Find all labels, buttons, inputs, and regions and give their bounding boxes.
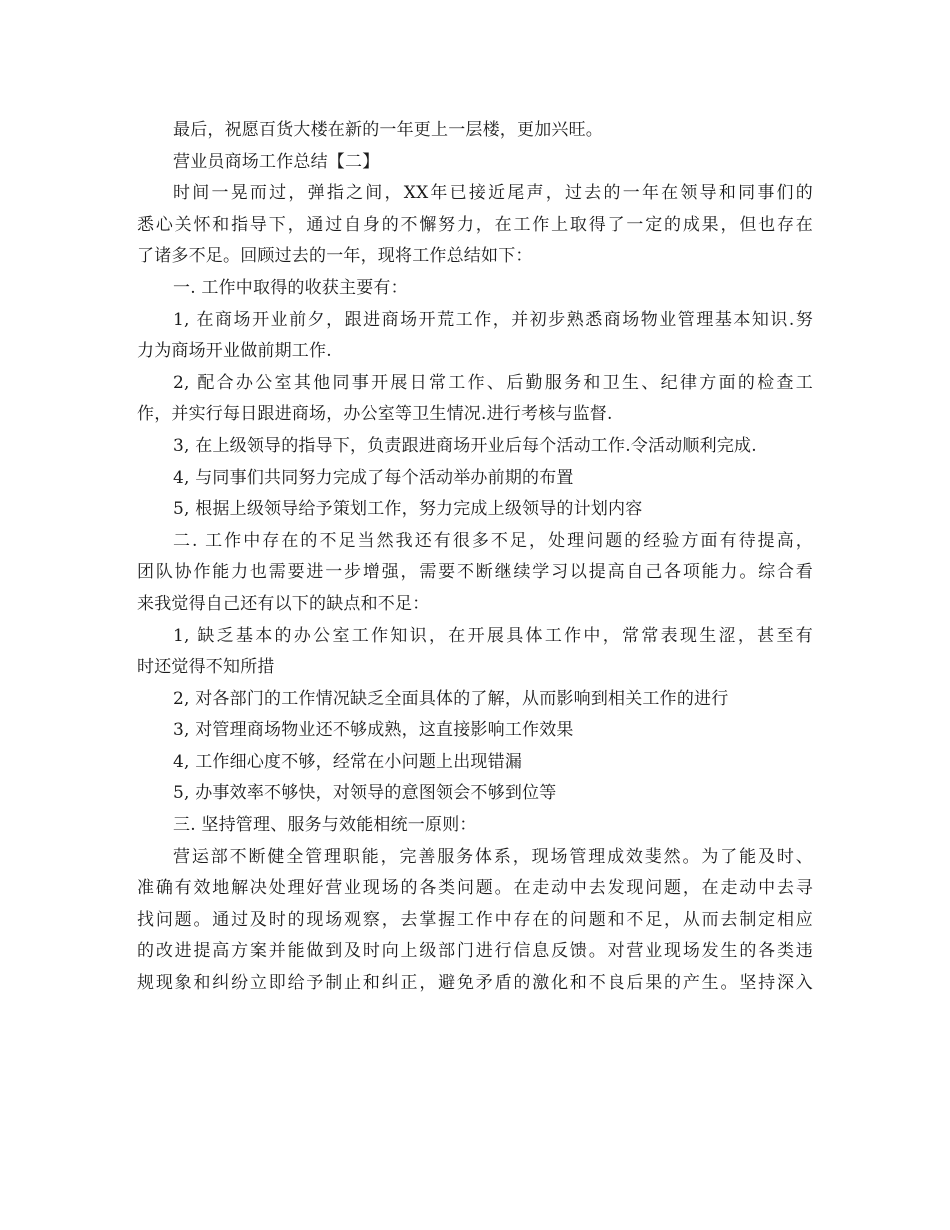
shortcomings-item-line: 3, 对管理商场物业还不够成熟，这直接影响工作效果 xyxy=(173,720,574,741)
gains-item-line: 4, 与同事们共同努力完成了每个活动举办前期的布置 xyxy=(173,467,574,488)
intro-paragraph-line: 悉心关怀和指导下，通过自身的不懈努力，在工作上取得了一定的成果，但也存在 xyxy=(137,214,813,235)
principle-paragraph-line: 营运部不断健全管理职能，完善服务体系，现场管理成效斐然。为了能及时、 xyxy=(173,846,813,867)
document-page xyxy=(137,115,813,1000)
shortcomings-paragraph-line: 团队协作能力也需要进一步增强，需要不断继续学习以提高自己各项能力。综合看 xyxy=(137,562,813,583)
shortcomings-item-line: 5, 办事效率不够快，对领导的意图领会不够到位等 xyxy=(173,783,557,804)
gains-item-line: 5, 根据上级领导给予策划工作，努力完成上级领导的计划内容 xyxy=(173,499,643,520)
closing-paragraph-line: 最后，祝愿百货大楼在新的一年更上一层楼，更加兴旺。 xyxy=(173,120,603,140)
principle-paragraph-line: 准确有效地解决处理好营业现场的各类问题。在走动中去发现问题，在走动中去寻 xyxy=(137,878,813,899)
gains-item-line: 2, 配合办公室其他同事开展日常工作、后勤服务和卫生、纪律方面的检查工 xyxy=(173,372,813,393)
shortcomings-item-line: 1, 缺乏基本的办公室工作知识，在开展具体工作中，常常表现生涩，甚至有 xyxy=(173,625,813,646)
section-heading: 营业员商场工作总结【二】 xyxy=(173,151,380,172)
gains-item-line: 3, 在上级领导的指导下，负责跟进商场开业后每个活动工作.令活动顺利完成. xyxy=(173,435,757,456)
principle-paragraph-line: 规现象和纠纷立即给予制止和纠正，避免矛盾的激化和不良后果的产生。坚持深入 xyxy=(137,973,813,994)
intro-paragraph-line: 时间一晃而过，弹指之间，XX年已接近尾声，过去的一年在领导和同事们的 xyxy=(173,183,813,204)
subheading-gains: 一. 工作中取得的收获主要有： xyxy=(173,277,408,298)
shortcomings-paragraph-line: 二. 工作中存在的不足当然我还有很多不足，处理问题的经验方面有待提高， xyxy=(173,530,813,551)
gains-item-line: 力为商场开业做前期工作. xyxy=(137,341,332,362)
subheading-principle: 三. 坚持管理、服务与效能相统一原则： xyxy=(173,815,477,836)
shortcomings-item-line: 2, 对各部门的工作情况缺乏全面具体的了解，从而影响到相关工作的进行 xyxy=(173,688,729,709)
shortcomings-item-line: 时还觉得不知所措 xyxy=(137,657,275,678)
intro-paragraph-line: 了诸多不足。回顾过去的一年，现将工作总结如下： xyxy=(137,246,533,267)
shortcomings-paragraph-line: 来我觉得自己还有以下的缺点和不足： xyxy=(137,593,430,614)
principle-paragraph-line: 的改进提高方案并能做到及时向上级部门进行信息反馈。对营业现场发生的各类违 xyxy=(137,941,813,962)
shortcomings-item-line: 4, 工作细心度不够，经常在小问题上出现错漏 xyxy=(173,751,523,772)
gains-item-line: 作，并实行每日跟进商场，办公室等卫生情况.进行考核与监督. xyxy=(137,404,613,425)
gains-item-line: 1, 在商场开业前夕，跟进商场开荒工作，并初步熟悉商场物业管理基本知识.努 xyxy=(173,309,813,330)
principle-paragraph-line: 找问题。通过及时的现场观察，去掌握工作中存在的问题和不足，从而去制定相应 xyxy=(137,909,813,930)
